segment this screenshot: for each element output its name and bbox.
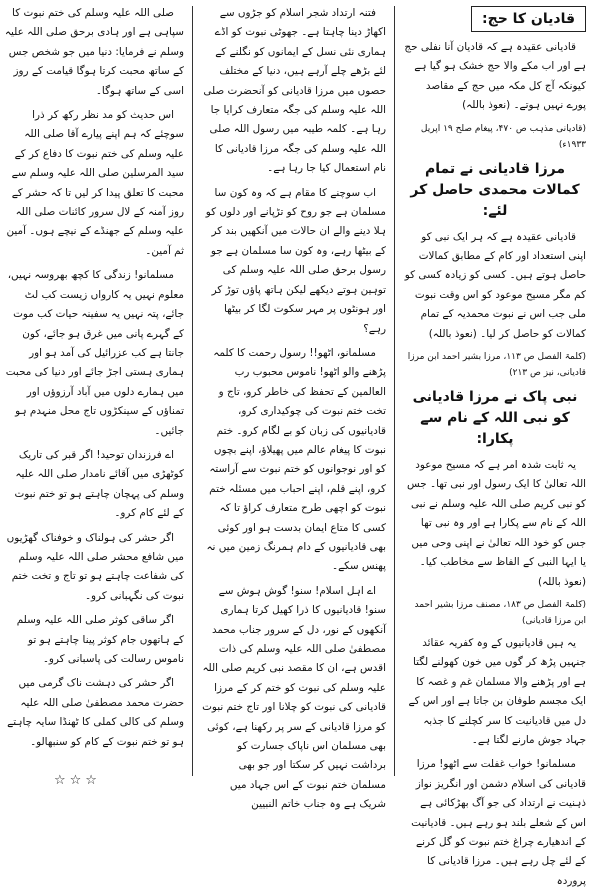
column-divider — [394, 6, 395, 776]
paragraph: یہ ہیں قادیانیوں کے وہ کفریہ عقائد جنہیں پڑھ کر گوں میں خون کھولنے لگتا ہے اور پڑھنے والا مسلمان غم و غصہ کا ایک مجسم طوفان بن جاتا ہے اور اس کے دل میں قادیانیت کا سر کچلنے کا جذبہ جہاد جوش مارنے لگتا ہے۔ — [408, 636, 586, 746]
column-right — [404, 4, 586, 887]
paragraph: اگر ساقی کوثر صلی اللہ علیہ وسلم کے ہاتھوں جام کوثر پینا چاہتے ہو تو ناموس رسالت کی پاسبانی کرو۔ — [16, 614, 184, 665]
column-left — [4, 4, 184, 776]
paragraph: مسلمانو! خواب غفلت سے اٹھو! مرزا قادیانی کی اسلام دشمن اور انگریز نواز ذہنیت نے ارتداد کی جو آگ بھڑکائی ہے اس کے شعلے بلند ہو رہے ہیں۔ قادیانیت کے اندھیارے چراغ ختم نبوت کو گل کرنے کے لئے چل رہے ہیں۔ مرزا قادیانی کا پروردہ — [411, 758, 586, 887]
paragraph: قادیانی عقیدہ ہے کہ ہر ایک نبی کو اپنی استعداد اور کام کے مطابق کمالات حاصل ہوتے ہیں۔ کسی کو زیادہ کسی کو کم مگر مسیح موعود کو اس وقت نبوت ملی جب اس نے نبوت محمدیہ کے تمام کمالات کو حاصل کر لیا۔ (نعوذ باللہ) — [404, 230, 586, 340]
stars-ornament: ☆☆☆ — [54, 773, 101, 788]
column-middle — [202, 4, 386, 811]
paragraph: مسلمانو! زندگی کا کچھ بھروسہ نہیں، معلوم نہیں یہ کارواں زیست کب لٹ جائے، پتہ نہیں یہ سفینہ حیات کب موت کے گہرے پانی میں غرق ہو جائے، کون جانتا ہے کب عزرائیل کی آمد ہو اور ہماری ہستی اجڑ جائے اور دنیا کی محبت میں ہمارے دلوں میں آباد آرزوؤں اور تمناؤں کے سینکڑوں تاج محل منہدم ہو جائیں۔ — [5, 269, 184, 437]
paragraph: مسلمانو، اٹھو!! رسول رحمت کا کلمہ پڑھنے والو اٹھو! ناموس محبوب رب العالمین کے تحفظ کی خاطر کرو، تاج و تخت ختم نبوت کی چوکیداری کرو، قادیانیوں کی زبان کو بے لگام کرو۔ ختم نبوت کا پیغام عالم میں پھیلاؤ، اپنے بچوں کو اور نوجوانوں کو ختم نبوت سے آراستہ کرو، اپنے قلم، اپنے احباب میں مسئلہ ختم نبوت کو اچھی طرح متعارف کراؤ تا کہ کسی کا متاع ایمان بدست ہو اور کوئی بھی قادیانیوں کے دام ہمرنگ زمین میں نہ پھنس سکے۔ — [206, 346, 386, 573]
paragraph: صلی اللہ علیہ وسلم کی ختم نبوت کا سپاہی ہے اور ہادی برحق صلی اللہ علیہ وسلم نے فرمایا: دنیا میں جو شخص جس کے ساتھ محبت کرتا ہوگا قیامت کے روز اسی کے ساتھ ہوگا۔ — [4, 7, 184, 97]
paragraph: قادیانی عقیدہ ہے کہ قادیان آنا نفلی حج ہے اور اب مکے والا حج خشک ہو گیا ہے کیونکہ آج کل مکہ میں حج کے مقاصد پورے نہیں ہوتے۔ (نعوذ باللہ) — [404, 41, 586, 112]
reference: (قادیانی مذہب ص ۴۷۰، پیغام صلح ۱۹ اپریل ۱۹۳۳ء) — [420, 123, 586, 150]
paragraph: اب سوچنے کا مقام ہے کہ وہ کون سا مسلمان ہے جو روح کو تڑپانے اور دلوں کو ہلا دینے والے ان حالات میں آنکھیں بند کر کے بیٹھا رہے، وہ کون سا مسلمان ہے جو رسول برحق صلی اللہ علیہ وسلم کی توہین ہوتے دیکھے لیکن ہاتھ پاؤں توڑ کر اور ہونٹوں پر مہر سکوت لگا کر بیٹھا رہے؟ — [205, 186, 386, 335]
paragraph: اگر حشر کی ہولناک و خوفناک گھڑیوں میں شافع محشر صلی اللہ علیہ وسلم کی شفاعت چاہتے ہو تو تاج و تخت ختم نبوت کی نگہبانی کرو۔ — [6, 531, 184, 602]
reference: (کلمۃ الفصل ص ۱۸۳، مصنف مرزا بشیر احمد ابن مرزا قادیانی) — [414, 599, 586, 626]
heading-nabi-allah: نبی پاک نے مرزا قادیانی کو نبی اللہ کے نام سے پکارا: — [412, 389, 578, 448]
reference: (کلمۃ الفصل ص ۱۱۳، مرزا بشیر احمد ابن مرزا قادیانی، نیز ص ۲۱۳) — [407, 352, 586, 379]
paragraph: یہ ثابت شدہ امر ہے کہ مسیح موعود اللہ تعالیٰ کا ایک رسول اور نبی تھا۔ جس کو نبی کریم صلی اللہ علیہ وسلم نے نبی اللہ کے نام سے پکارا ہے اور وہ نبی تھا جس کو خود اللہ تعالیٰ نے اپنی وحی میں یا ایہا النبی کے الفاظ سے مخاطب کیا۔ (نعوذ باللہ) — [407, 459, 586, 588]
paragraph: اے اہل اسلام! سنو! گوش ہوش سے سنو! قادیانیوں کا ذرا کھیل کرتا ہماری آنکھوں کے نور، دل کے سرور جناب محمد مصطفیٰ صلی اللہ علیہ وسلم کی ذات اقدس ہے، ان کا مقصد نبی کریم صلی اللہ علیہ وسلم کی نبوت کو ختم کر کے مرزا قادیانی کی نبوت کو چلانا اور تاج ختم نبوت کو مرزا قادیانی کے سر پر رکھنا ہے، کوئی بھی مسلمان اس ناپاک جسارت کو برداشت نہیں کر سکتا اور جو بھی مسلمان ختم نبوت کے اس جہاد میں شریک ہے وہ جناب خاتم النبیین — [202, 584, 386, 811]
paragraph: اس حدیث کو مد نظر رکھ کر ذرا سوچئے کہ ہم اپنے پیارے آقا صلی اللہ علیہ وسلم کی ختم نبوت کا دفاع کر کے سید المرسلین صلی اللہ علیہ وسلم سے محبت کا تعلق پیدا کر لیں تا کہ حشر کے روز آمنہ کے لال سرور کائنات صلی اللہ علیہ وسلم کے جھنڈے کے نیچے ہوں۔ آمین ثم آمین۔ — [6, 109, 184, 257]
paragraph: اے فرزندان توحید! اگر قبر کی تاریک کوٹھڑی میں آقائے نامدار صلی اللہ علیہ وسلم کی پہچان چاہتے ہو تو ختم نبوت کے لئے کام کرو۔ — [14, 448, 184, 520]
paragraph: فتنہ ارتداد شجر اسلام کو جڑوں سے اکھاڑ دینا چاہتا ہے۔ جھوٹی نبوت کو اڈے ہماری نئی نسل کے ایمانوں کو نگلنے کے لئے بڑھے چلے آرہے ہیں، دنیا کے مختلف حصوں میں مرزا قادیانی کو آنحضرت صلی اللہ علیہ وسلم کی جگہ متعارف کرایا جا رہا ہے۔ کلمہ طیبہ میں رسول اللہ صلی اللہ علیہ وسلم کی جگہ مرزا قادیانی کا نام استعمال کیا جا رہا ہے۔ — [203, 7, 386, 175]
column-divider — [192, 6, 193, 776]
paragraph: اگر حشر کی دہشت ناک گرمی میں حضرت محمد مصطفیٰ صلی اللہ علیہ وسلم کی کالی کملی کا ٹھنڈا سایہ چاہتے ہو تو ختم نبوت کے کام کو سنبھالو۔ — [7, 677, 184, 748]
document-page — [4, 4, 586, 887]
heading-kamalat: مرزا قادیانی نے تمام کمالات محمدی حاصل کر لئے: — [410, 160, 580, 219]
heading-qadian-hajj: قادیان کا حج: — [471, 6, 586, 32]
